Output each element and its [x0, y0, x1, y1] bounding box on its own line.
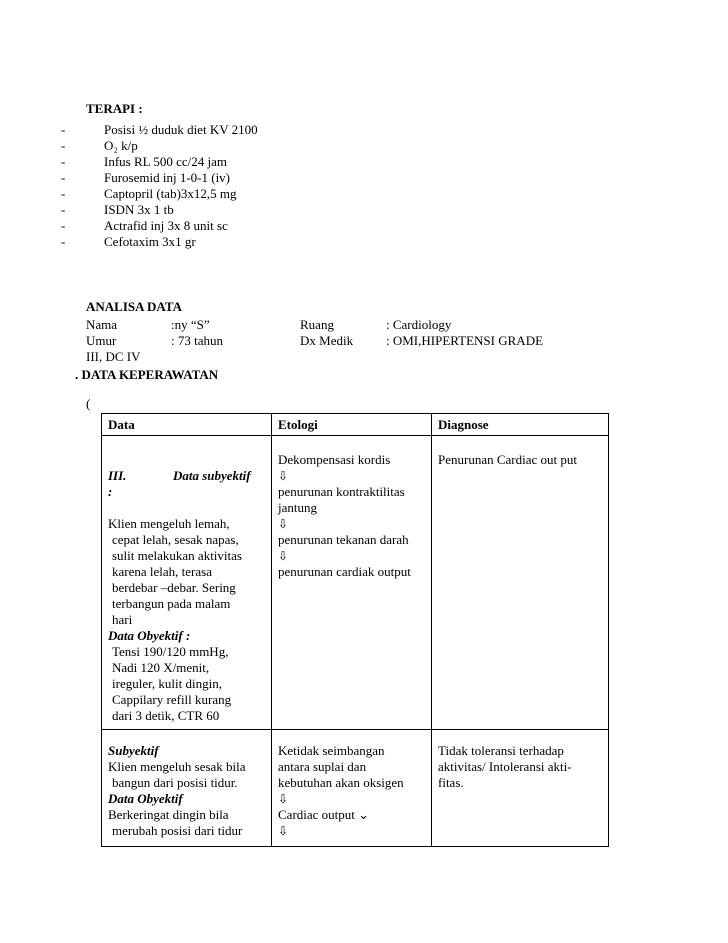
list-item: Nadi 120 X/menit,: [112, 660, 210, 675]
data-keperawatan-title: . DATA KEPERAWATAN: [75, 367, 219, 382]
row1-diagnose-cell: [432, 436, 609, 730]
terapi-item: Furosemid inj 1-0-1 (iv): [104, 170, 231, 185]
obyektif-text: [108, 807, 265, 839]
data-subyektif-label: Data subyektif: [172, 468, 251, 483]
etologi-text: [278, 743, 425, 839]
header-etologi: Etologi: [272, 414, 432, 436]
list-item: fitas.: [438, 775, 464, 790]
list-bullet: -: [61, 122, 66, 137]
header-diagnose: Diagnose: [432, 414, 609, 436]
list-item: Cardiac output ⌄: [278, 807, 370, 822]
down-arrow-icon: ⇩: [278, 824, 289, 838]
list-bullet: -: [61, 138, 66, 153]
down-arrow-icon: ⇩: [278, 517, 289, 531]
list-item: kebutuhan akan oksigen: [278, 775, 404, 790]
list-item: Klien mengeluh lemah,: [108, 516, 230, 531]
list-item: sulit melakukan aktivitas: [112, 548, 242, 563]
list-item: penurunan tekanan darah: [278, 532, 409, 547]
row2-data-cell: [102, 730, 272, 847]
list-item: cepat lelah, sesak napas,: [112, 532, 239, 547]
list-item: antara suplai dan: [278, 759, 367, 774]
list-item: hari: [112, 612, 133, 627]
table-row: [102, 730, 609, 847]
row2-diagnose-cell: [432, 730, 609, 847]
list-bullet: -: [61, 154, 66, 169]
down-arrow-icon: ⇩: [278, 549, 289, 563]
list-bullet: -: [61, 170, 66, 185]
obyektif-label: Data Obyektif: [108, 791, 183, 806]
table-row: [102, 436, 609, 730]
umur-label: Umur: [86, 333, 117, 348]
dx-value: : OMI,HIPERTENSI GRADE: [386, 333, 544, 348]
subyektif-text: [108, 759, 265, 791]
down-arrow-icon: ⇩: [278, 792, 289, 806]
ruang-label: Ruang: [300, 317, 334, 332]
list-item: Cappilary refill kurang: [112, 692, 232, 707]
dx-continued: III, DC IV: [86, 349, 141, 364]
terapi-item: O₂ k/p: [104, 138, 138, 153]
analisa-title: ANALISA DATA: [86, 299, 182, 314]
nursing-data-table: [101, 413, 609, 847]
list-bullet: -: [61, 202, 66, 217]
list-item: merubah posisi dari tidur: [112, 823, 243, 838]
row1-data-cell: [102, 436, 272, 730]
data-subyektif-colon: :: [108, 484, 113, 499]
list-item: terbangun pada malam: [112, 596, 231, 611]
data-obyektif-text: [108, 644, 265, 724]
nama-value: :ny “S”: [171, 317, 210, 332]
list-item: Tidak toleransi terhadap: [438, 743, 564, 758]
list-item: Ketidak seimbangan: [278, 743, 385, 758]
terapi-item: Infus RL 500 cc/24 jam: [104, 154, 227, 169]
ruang-value: : Cardiology: [386, 317, 452, 332]
list-item: Klien mengeluh sesak bila: [108, 759, 246, 774]
list-item: bangun dari posisi tidur.: [112, 775, 238, 790]
data-subyektif-text: [108, 516, 265, 628]
data-obyektif-label: Data Obyektif :: [108, 628, 191, 643]
table-header-row: [102, 414, 609, 436]
list-item: dari 3 detik, CTR 60: [112, 708, 220, 723]
header-data: Data: [102, 414, 272, 436]
row1-etologi-cell: [272, 436, 432, 730]
list-item: jantung: [278, 500, 317, 515]
terapi-item: Captopril (tab)3x12,5 mg: [104, 186, 237, 201]
terapi-item: Posisi ½ duduk diet KV 2100: [104, 122, 258, 137]
list-item: Dekompensasi kordis: [278, 452, 391, 467]
list-bullet: -: [61, 186, 66, 201]
dx-label: Dx Medik: [300, 333, 354, 348]
list-bullet: -: [61, 218, 66, 233]
etologi-text: [278, 452, 425, 580]
list-item: berdebar –debar. Sering: [112, 580, 236, 595]
list-item: Tensi 190/120 mmHg,: [112, 644, 229, 659]
list-bullet: -: [61, 234, 66, 249]
list-item: penurunan kontraktilitas: [278, 484, 405, 499]
diagnose-text: [438, 743, 602, 791]
open-paren: (: [86, 396, 91, 411]
list-item: penurunan cardiak output: [278, 564, 411, 579]
row2-etologi-cell: [272, 730, 432, 847]
list-item: aktivitas/ Intoleransi akti-: [438, 759, 572, 774]
umur-value: : 73 tahun: [171, 333, 223, 348]
diagnose-text: Penurunan Cardiac out put: [438, 452, 577, 467]
data-subyektif-number: III.: [108, 468, 127, 483]
nama-label: Nama: [86, 317, 118, 332]
terapi-title: TERAPI :: [86, 101, 143, 116]
data-subyektif-heading: [108, 468, 265, 484]
list-item: Berkeringat dingin bila: [108, 807, 229, 822]
subyektif-label: Subyektif: [108, 743, 159, 758]
terapi-item: Actrafid inj 3x 8 unit sc: [104, 218, 228, 233]
down-arrow-icon: ⇩: [278, 469, 289, 483]
terapi-item: Cefotaxim 3x1 gr: [104, 234, 196, 249]
list-item: karena lelah, terasa: [112, 564, 212, 579]
list-item: ireguler, kulit dingin,: [112, 676, 222, 691]
terapi-item: ISDN 3x 1 tb: [104, 202, 174, 217]
